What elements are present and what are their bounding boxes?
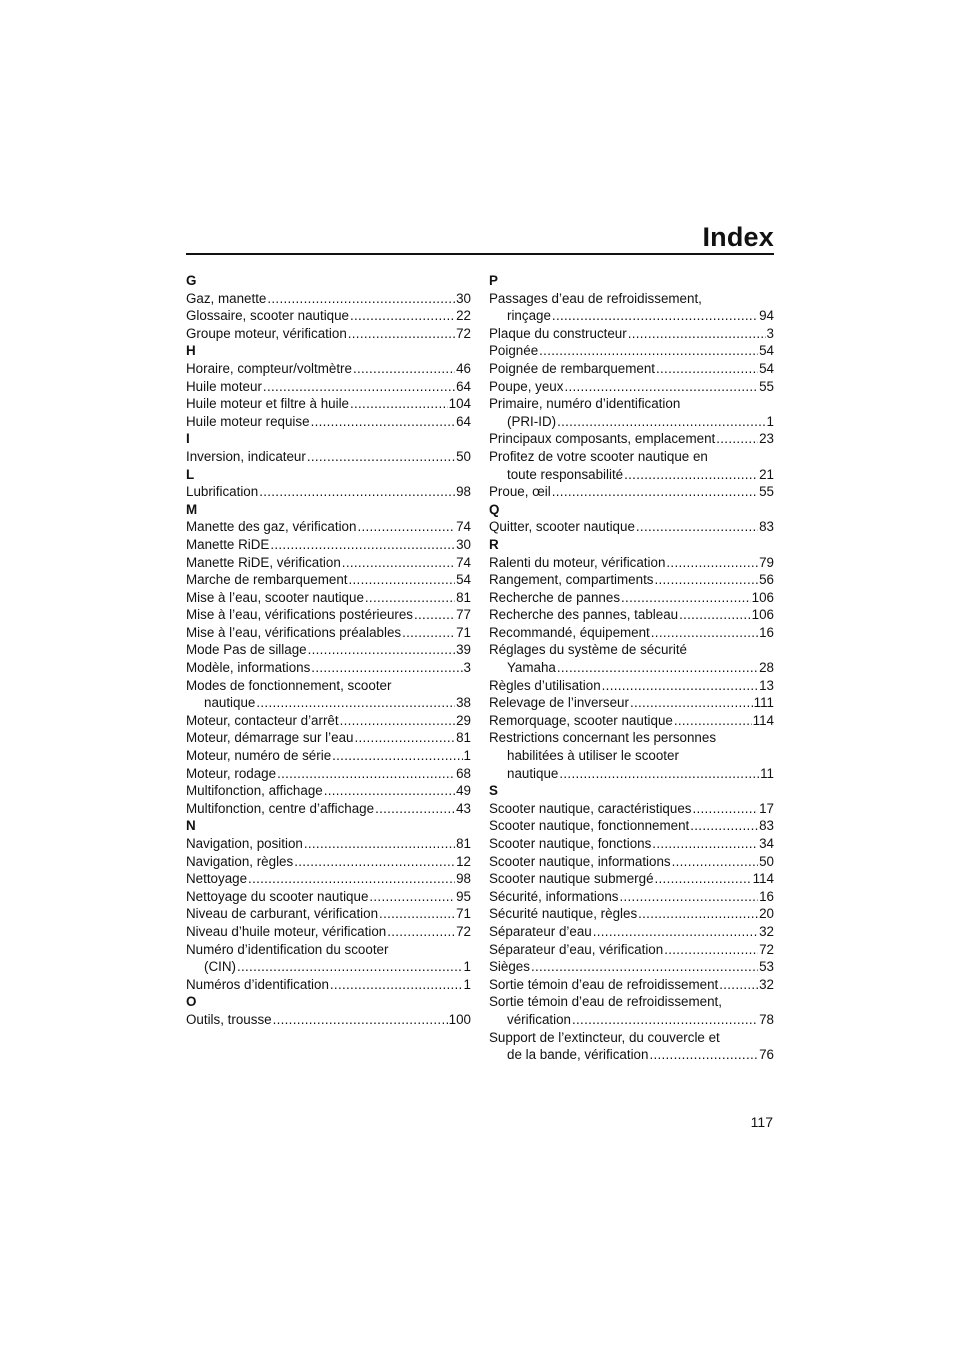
index-entry [489, 1011, 774, 1029]
index-column-right [489, 272, 774, 1064]
index-entry-label: Règles d’utilisation [489, 677, 601, 693]
index-entry [489, 870, 774, 888]
dot-leader [311, 659, 462, 677]
index-entry-text: Numéro d’identification du scooter [186, 941, 389, 957]
dot-leader [294, 853, 455, 871]
index-entry [186, 589, 471, 607]
page-number: 117 [750, 1114, 773, 1130]
index-entry [489, 624, 774, 642]
dot-leader [655, 870, 752, 888]
dot-leader [656, 360, 758, 378]
index-section-letter: O [186, 994, 197, 1010]
index-entry-page: 53 [759, 959, 774, 975]
dot-leader [350, 307, 455, 325]
index-entry-page: 100 [448, 1011, 471, 1027]
index-entry-label: Niveau de carburant, vérification [186, 906, 379, 922]
dot-leader [365, 589, 455, 607]
index-entry [489, 694, 774, 712]
index-entry [186, 800, 471, 818]
index-entry [489, 360, 774, 378]
index-entry-text: Support de l’extincteur, du couvercle et [489, 1029, 720, 1045]
index-entry-label: Poupe, yeux [489, 378, 564, 394]
dot-leader [539, 342, 758, 360]
index-entry-page: 30 [456, 290, 471, 306]
index-entry-label: nautique [204, 695, 256, 711]
index-entry [489, 677, 774, 695]
dot-leader [379, 905, 455, 923]
index-entry-page: 68 [456, 765, 471, 781]
index-entry-label: Multifonction, affichage [186, 783, 323, 799]
index-entry-label: Nettoyage [186, 871, 248, 887]
index-entry [186, 729, 471, 747]
index-entry [489, 554, 774, 572]
dot-leader [369, 888, 455, 906]
index-entry-label: Navigation, position [186, 836, 303, 851]
dot-leader [332, 747, 462, 765]
index-entry [489, 817, 774, 835]
dot-leader [267, 290, 455, 308]
index-entry [186, 290, 471, 308]
index-section-letter: M [186, 501, 198, 517]
dot-leader [357, 518, 455, 536]
dot-leader [557, 413, 765, 431]
dot-leader [552, 483, 758, 501]
index-entry-label: Numéros d’identification [186, 976, 329, 992]
page-title: Index [702, 222, 774, 252]
index-entry-page: 3 [463, 660, 471, 676]
index-entry [186, 378, 471, 396]
index-entry-page: 43 [456, 800, 471, 816]
index-entry-text: Sortie témoin d’eau de refroidissement, [489, 994, 722, 1010]
dot-leader [270, 536, 455, 554]
index-entry-page: 72 [456, 923, 471, 939]
dot-leader [402, 624, 455, 642]
index-entry-page: 32 [759, 976, 774, 992]
index-section-letter: G [186, 273, 197, 288]
dot-leader [311, 413, 456, 431]
index-entry-page: 13 [759, 677, 774, 693]
index-entry-label: Moteur, rodage [186, 765, 277, 781]
index-entry [186, 554, 471, 572]
dot-leader [651, 624, 758, 642]
index-entry-page: 50 [759, 853, 774, 869]
index-entry-page: 77 [456, 607, 471, 623]
index-entry [489, 976, 774, 994]
index-entry-text: Réglages du système de sécurité [489, 642, 687, 658]
index-entry-label: Scooter nautique, fonctions [489, 836, 652, 851]
index-entry-page: 23 [759, 431, 774, 447]
index-entry [186, 747, 471, 765]
index-entry-label: Scooter nautique submergé [489, 871, 654, 887]
index-entry-label: Moteur, contacteur d’arrêt [186, 712, 339, 728]
index-entry-label: Manette RiDE [186, 536, 270, 552]
dot-leader [354, 729, 455, 747]
index-entry-page: 114 [752, 712, 774, 728]
index-entry-label: Huile moteur requise [186, 413, 310, 429]
index-entry-page: 12 [456, 853, 471, 869]
index-entry-label: Recherche des pannes, tableau [489, 607, 679, 623]
index-entry-label: (PRI-ID) [507, 413, 557, 429]
index-entry-label: Relevage de l’inverseur [489, 695, 629, 711]
index-entry-label: Plaque du constructeur [489, 325, 627, 341]
index-entry-page: 64 [456, 378, 471, 394]
index-section-letter: Q [489, 501, 500, 517]
index-entry-page: 106 [751, 589, 774, 605]
index-entry [489, 342, 774, 360]
index-entry-page: 49 [456, 783, 471, 799]
index-entry-page: 39 [456, 642, 471, 658]
index-entry [489, 853, 774, 871]
index-entry-label: Lubrification [186, 484, 259, 500]
dot-leader [531, 958, 758, 976]
index-entry [489, 659, 774, 677]
dot-leader [237, 958, 463, 976]
index-entry-label: Huile moteur et filtre à huile [186, 396, 349, 412]
dot-leader [277, 765, 455, 783]
dot-leader [630, 694, 753, 712]
index-entry [186, 518, 471, 536]
index-entry-page: 34 [759, 836, 774, 851]
index-entry [186, 694, 471, 712]
index-entry [489, 518, 774, 536]
index-entry [186, 360, 471, 378]
index-entry-page: 81 [456, 730, 471, 746]
index-entry-page: 21 [759, 466, 774, 482]
index-entry-page: 55 [759, 484, 774, 500]
index-column-left [186, 272, 471, 1029]
dot-leader [414, 606, 455, 624]
dot-leader [349, 571, 456, 589]
index-entry-page: 72 [456, 325, 471, 341]
index-entry [489, 941, 774, 959]
index-entry [489, 413, 774, 431]
dot-leader [348, 325, 455, 343]
index-entry-label: Moteur, démarrage sur l’eau [186, 730, 354, 746]
index-entry-page: 76 [759, 1047, 774, 1063]
index-entry [186, 641, 471, 659]
index-entry-page: 72 [759, 941, 774, 957]
dot-leader [664, 941, 758, 959]
index-entry-page: 74 [456, 554, 471, 570]
index-entry [489, 589, 774, 607]
dot-leader [621, 589, 751, 607]
index-entry-page: 1 [463, 976, 471, 992]
index-entry-label: Marche de rembarquement [186, 572, 348, 588]
index-entry-label: Poignée [489, 343, 539, 359]
index-section-letter: P [489, 273, 498, 288]
index-entry [489, 923, 774, 941]
index-entry-page: 98 [456, 871, 471, 887]
index-entry-page: 1 [463, 959, 471, 975]
index-entry-text: Profitez de votre scooter nautique en [489, 448, 708, 464]
index-entry-page: 32 [759, 923, 774, 939]
index-entry-page: 54 [759, 343, 774, 359]
index-entry-label: Multifonction, centre d’affichage [186, 800, 375, 816]
index-entry [489, 835, 774, 853]
index-entry-label: Poignée de rembarquement [489, 360, 656, 376]
index-entry [186, 536, 471, 554]
dot-leader [672, 853, 758, 871]
dot-leader [716, 430, 758, 448]
index-entry-label: Moteur, numéro de série [186, 748, 332, 764]
index-entry [186, 870, 471, 888]
index-entry-page: 71 [456, 624, 471, 640]
index-entry-label: Sécurité, informations [489, 888, 619, 904]
index-entry-page: 54 [759, 360, 774, 376]
index-entry-page: 55 [759, 378, 774, 394]
index-entry-page: 83 [759, 519, 774, 535]
index-entry-label: Sortie témoin d’eau de refroidissement [489, 976, 719, 992]
index-entry-label: Inversion, indicateur [186, 448, 306, 464]
dot-leader [692, 800, 758, 818]
index-entry [489, 1046, 774, 1064]
index-entry [186, 853, 471, 871]
index-entry [186, 448, 471, 466]
index-entry [186, 835, 471, 853]
index-entry-page: 106 [751, 607, 774, 623]
index-entry [489, 378, 774, 396]
dot-leader [304, 835, 455, 853]
dot-leader [330, 976, 463, 994]
dot-leader [572, 1011, 758, 1029]
index-entry-label: Sièges [489, 959, 530, 975]
index-entry-page: 81 [456, 589, 471, 605]
index-entry [186, 923, 471, 941]
index-entry [489, 571, 774, 589]
index-section-letter: R [489, 536, 499, 552]
index-entry-label: Mise à l’eau, vérifications préalables [186, 624, 402, 640]
dot-leader [638, 905, 758, 923]
index-entry-label: Navigation, règles [186, 853, 294, 869]
index-entry-label: Proue, œil [489, 484, 551, 500]
index-entry-label: Glossaire, scooter nautique [186, 308, 350, 324]
index-entry-label: Niveau d’huile moteur, vérification [186, 923, 387, 939]
dot-leader [719, 976, 758, 994]
index-entry-page: 95 [456, 888, 471, 904]
header-divider [186, 253, 774, 255]
dot-leader [248, 870, 455, 888]
index-entry-label: Scooter nautique, informations [489, 853, 671, 869]
index-entry-label: Séparateur d’eau [489, 923, 592, 939]
index-entry-text: habilitées à utiliser le scooter [507, 748, 679, 764]
index-entry-page: 98 [456, 484, 471, 500]
index-entry-label: Mode Pas de sillage [186, 642, 307, 658]
index-entry-page: 114 [752, 871, 774, 887]
index-entry-page: 22 [456, 308, 471, 324]
dot-leader [307, 448, 455, 466]
dot-leader [636, 518, 758, 536]
index-entry [186, 659, 471, 677]
index-entry-page: 1 [766, 413, 774, 429]
index-entry-page: 54 [456, 572, 471, 588]
dot-leader [557, 659, 758, 677]
index-entry-text: Passages d’eau de refroidissement, [489, 290, 702, 306]
index-entry-label: Séparateur d’eau, vérification [489, 941, 664, 957]
index-section-letter: L [186, 466, 195, 482]
index-entry-label: Horaire, compteur/voltmètre [186, 360, 352, 376]
dot-leader [256, 694, 455, 712]
dot-leader [342, 554, 455, 572]
index-entry-page: 46 [456, 360, 471, 376]
index-entry [489, 712, 774, 730]
index-entry-label: Recherche de pannes [489, 589, 621, 605]
dot-leader [308, 641, 456, 659]
index-entry [186, 712, 471, 730]
index-entry-page: 11 [760, 765, 774, 781]
index-entry [186, 905, 471, 923]
index-entry [186, 765, 471, 783]
index-entry-page: 64 [456, 413, 471, 429]
index-entry-label: toute responsabilité [507, 466, 624, 482]
index-entry-label: Mise à l’eau, vérifications postérieures [186, 607, 414, 623]
dot-leader [674, 712, 752, 730]
index-entry-label: Outils, trousse [186, 1011, 272, 1027]
index-entry-label: Principaux composants, emplacement [489, 431, 716, 447]
dot-leader [666, 554, 758, 572]
index-section-letter: H [186, 343, 196, 359]
index-entry [489, 307, 774, 325]
index-entry [186, 395, 471, 413]
index-entry [186, 325, 471, 343]
index-entry-label: Rangement, compartiments [489, 572, 654, 588]
index-section-letter: I [186, 431, 190, 447]
index-entry-label: Recommandé, équipement [489, 624, 650, 640]
index-entry-page: 104 [448, 396, 471, 412]
index-section-letter: N [186, 818, 196, 834]
dot-leader [564, 378, 758, 396]
index-entry [186, 1011, 471, 1029]
index-entry-label: rinçage [507, 308, 551, 324]
index-entry-label: Yamaha [507, 660, 556, 676]
index-entry-text: Restrictions concernant les personnes [489, 730, 717, 746]
index-entry-page: 83 [759, 818, 774, 834]
index-entry [489, 888, 774, 906]
index-entry [186, 413, 471, 431]
index-entry [489, 325, 774, 343]
dot-leader [652, 835, 758, 853]
index-entry [186, 976, 471, 994]
dot-leader [259, 483, 455, 501]
index-entry-label: de la bande, vérification [507, 1047, 649, 1063]
index-entry-page: 38 [456, 695, 471, 711]
dot-leader [273, 1011, 448, 1029]
index-entry [186, 483, 471, 501]
index-entry-page: 1 [463, 748, 471, 764]
index-entry-label: nautique [507, 765, 559, 781]
dot-leader [263, 378, 455, 396]
dot-leader [340, 712, 456, 730]
index-entry [186, 307, 471, 325]
index-entry-label: Gaz, manette [186, 290, 267, 306]
index-entry-page: 30 [456, 536, 471, 552]
index-entry-page: 50 [456, 448, 471, 464]
index-entry-text: Primaire, numéro d’identification [489, 396, 681, 412]
index-entry-label: Scooter nautique, caractéristiques [489, 800, 692, 816]
index-entry-page: 20 [759, 906, 774, 922]
dot-leader [690, 817, 758, 835]
index-entry [186, 888, 471, 906]
index-entry [186, 958, 471, 976]
dot-leader [387, 923, 455, 941]
index-entry-page: 81 [456, 836, 471, 851]
dot-leader [375, 800, 455, 818]
index-entry-label: Mise à l’eau, scooter nautique [186, 589, 364, 605]
index-entry-label: Modèle, informations [186, 660, 311, 676]
index-entry-label: Nettoyage du scooter nautique [186, 888, 369, 904]
index-entry-page: 17 [759, 800, 774, 816]
index-entry-page: 16 [759, 888, 774, 904]
index-entry [489, 800, 774, 818]
index-entry-label: Remorquage, scooter nautique [489, 712, 673, 728]
dot-leader [620, 888, 759, 906]
index-entry-label: vérification [507, 1011, 572, 1027]
index-entry-page: 79 [759, 554, 774, 570]
dot-leader [654, 571, 758, 589]
index-entry-page: 71 [456, 906, 471, 922]
index-entry-page: 74 [456, 519, 471, 535]
index-entry-page: 28 [759, 660, 774, 676]
index-entry [489, 606, 774, 624]
dot-leader [559, 765, 759, 783]
index-entry [489, 958, 774, 976]
index-entry [186, 571, 471, 589]
dot-leader [552, 307, 758, 325]
index-entry-label: Groupe moteur, vérification [186, 325, 347, 341]
index-entry [186, 606, 471, 624]
dot-leader [350, 395, 448, 413]
index-entry [186, 782, 471, 800]
dot-leader [624, 466, 758, 484]
index-entry [489, 466, 774, 484]
dot-leader [628, 325, 766, 343]
dot-leader [649, 1046, 758, 1064]
index-entry-page: 94 [759, 308, 774, 324]
index-entry-page: 3 [766, 325, 774, 341]
index-entry [489, 483, 774, 501]
index-entry-label: Ralenti du moteur, vérification [489, 554, 666, 570]
dot-leader [324, 782, 455, 800]
index-entry-page: 56 [759, 572, 774, 588]
index-entry [489, 430, 774, 448]
index-entry-page: 29 [456, 712, 471, 728]
index-entry-label: Manette des gaz, vérification [186, 519, 357, 535]
index-entry-label: Quitter, scooter nautique [489, 519, 635, 535]
index-section-letter: S [489, 783, 498, 799]
index-entry [186, 624, 471, 642]
index-entry-text: Modes de fonctionnement, scooter [186, 677, 392, 693]
index-entry-page: 16 [759, 624, 774, 640]
dot-leader [593, 923, 758, 941]
index-entry [489, 905, 774, 923]
index-entry [489, 765, 774, 783]
index-entry-label: (CIN) [204, 959, 236, 975]
index-entry-label: Scooter nautique, fonctionnement [489, 818, 690, 834]
index-entry-label: Manette RiDE, vérification [186, 554, 341, 570]
dot-leader [679, 606, 751, 624]
index-entry-label: Huile moteur [186, 378, 262, 394]
dot-leader [353, 360, 455, 378]
index-entry-page: 78 [759, 1011, 774, 1027]
index-entry-page: 111 [753, 695, 774, 711]
dot-leader [602, 677, 758, 695]
index-entry-label: Sécurité nautique, règles [489, 906, 638, 922]
